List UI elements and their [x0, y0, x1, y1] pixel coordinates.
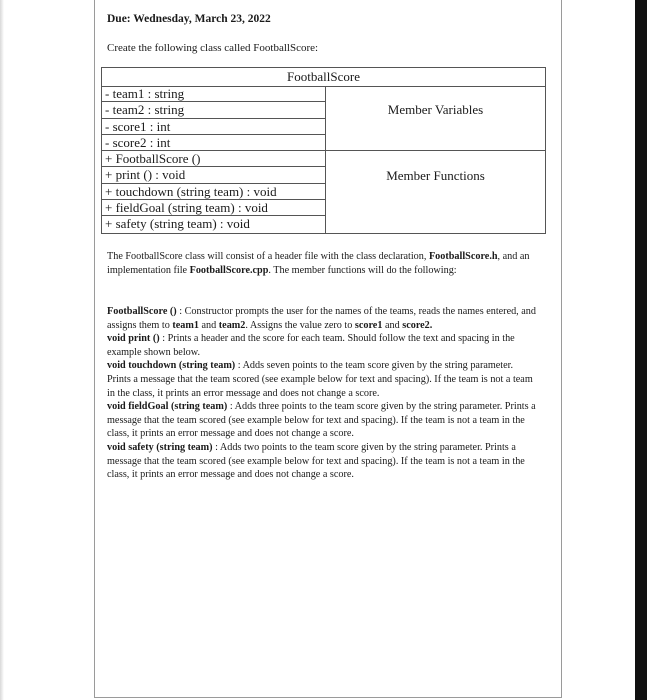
score2-name: score2	[402, 319, 430, 331]
description-text: and	[382, 319, 403, 331]
touchdown-description	[107, 359, 537, 400]
intro-text: . The member functions will do the following:	[268, 264, 457, 276]
intro-text: The FootballScore class will consist of a header file with the class declaration,	[107, 251, 427, 262]
print-description	[107, 332, 537, 359]
uml-function-row: + print () : void	[102, 167, 325, 183]
touchdown-signature: void touchdown (string team)	[107, 360, 236, 372]
uml-function-row: + fieldGoal (string team) : void	[102, 200, 325, 216]
description-text: : Adds seven points to the team score given by the string parameter. Prints a message that the team scored (see example below for text and spacing). If the team is not a team in the class, it prints an error message and does not change a score.	[107, 360, 533, 399]
description-text: : Prints a header and the score for each team. Should follow the text and spacing in the example shown below.	[107, 333, 515, 358]
uml-variable-row: - score2 : int	[102, 135, 325, 151]
description-text: : Adds three points to the team score given by the string parameter. Prints a message that the team scored (see example below for text and spacing). If the team is not a team in the class, it prints an error message and does not change a score.	[107, 401, 536, 440]
due-date: Due: Wednesday, March 23, 2022	[107, 13, 271, 25]
fieldgoal-signature: void fieldGoal (string team)	[107, 401, 228, 413]
left-edge-shadow	[0, 0, 4, 700]
description-text: : Constructor prompts the user for the names of the teams, reads the names entered, and assigns them to	[107, 306, 536, 331]
function-descriptions	[107, 305, 537, 482]
constructor-description	[107, 305, 537, 332]
print-signature: void print ()	[107, 333, 160, 345]
uml-function-row: + FootballScore ()	[102, 151, 325, 167]
safety-signature: void safety (string team)	[107, 441, 213, 453]
constructor-signature: FootballScore ()	[107, 306, 177, 317]
impl-file-name: FootballScore.cpp	[189, 264, 269, 276]
description-text: : Adds two points to the team score given by the string parameter. Prints a message that the team scored (see example below for text and spacing). If the team is not a team in the class, it prints an error message and does not change a score.	[107, 441, 525, 481]
period: .	[429, 319, 433, 331]
uml-variable-row: - team1 : string	[102, 86, 325, 102]
instruction-text: Create the following class called FootballScore:	[107, 42, 319, 54]
fieldgoal-description	[107, 400, 537, 441]
intro-paragraph	[107, 250, 537, 277]
description-text: and	[198, 319, 219, 331]
uml-function-row: + safety (string team) : void	[105, 216, 250, 232]
description-text: . Assigns the value zero to	[245, 319, 355, 331]
uml-variable-row: - team2 : string	[102, 102, 325, 118]
score1-name: score1	[354, 319, 383, 331]
uml-members-column	[102, 86, 326, 233]
team2-name: team2	[218, 319, 246, 331]
team1-name: team1	[172, 319, 199, 331]
uml-variable-row: - score1 : int	[102, 119, 325, 135]
member-functions-label: Member Functions	[386, 168, 485, 183]
intro-text: , and an implementation file	[107, 251, 530, 276]
member-variables-label: Member Variables	[326, 86, 545, 151]
header-file-name: FootballScore.h	[428, 251, 498, 262]
viewer-right-edge	[635, 0, 647, 700]
safety-description	[107, 441, 537, 482]
uml-class-name: FootballScore	[102, 68, 545, 87]
uml-function-row: + touchdown (string team) : void	[102, 184, 325, 200]
uml-body	[102, 86, 545, 233]
uml-class-diagram	[101, 67, 546, 234]
